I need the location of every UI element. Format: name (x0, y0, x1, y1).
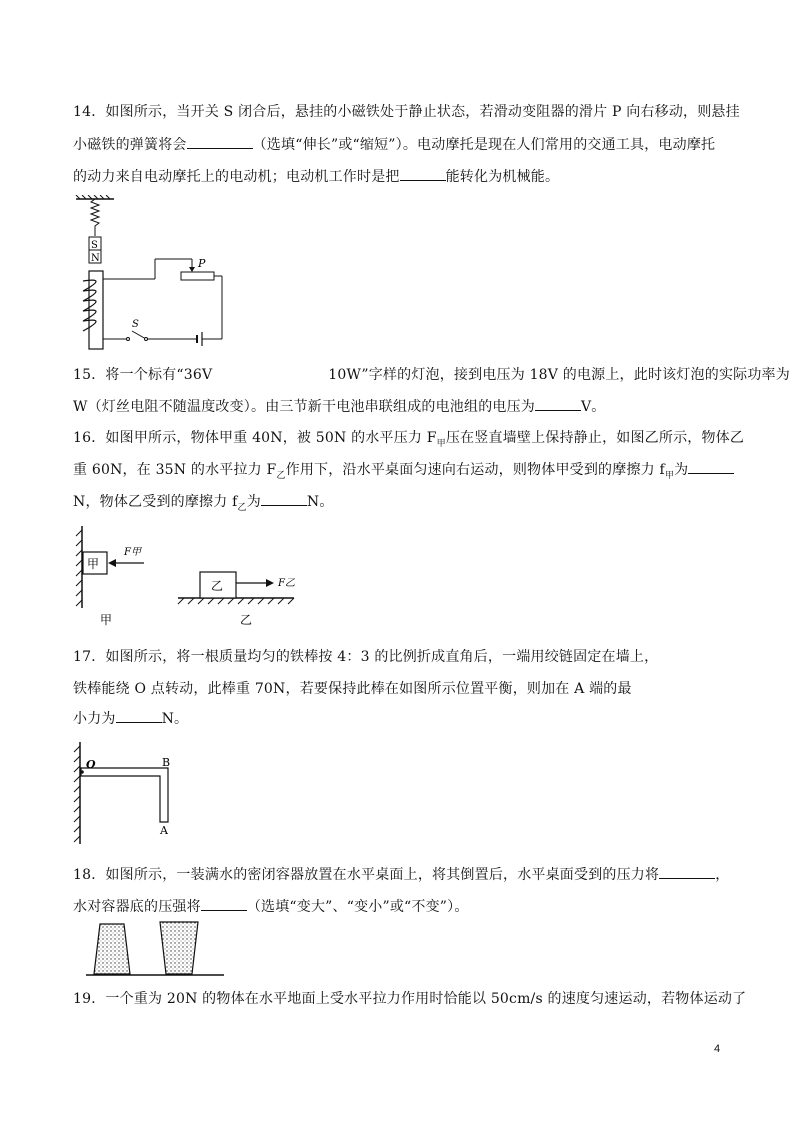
point-o-label: O (86, 758, 96, 771)
q14-line3-a: 的动力来自电动摩托上的电动机；电动机工作时是把 (73, 169, 400, 185)
q16-line2-sub: 乙 (276, 470, 286, 481)
point-a-label: A (160, 824, 168, 837)
q14-line3-b: 能转化为机械能。 (445, 169, 560, 185)
caption-yi: 乙 (240, 613, 253, 627)
q18-line2 (73, 896, 469, 916)
q17-line3 (73, 708, 188, 728)
caption-jia: 甲 (100, 613, 113, 627)
force-jia-label: F甲 (124, 547, 141, 558)
q15-line1-b: 10W”字样的灯泡，接到电压为 18V 的电源上，此时该灯泡的实际功率为 (328, 367, 790, 383)
slider-label: P (198, 257, 206, 270)
q16-line3-sub: 乙 (237, 502, 247, 513)
spring (91, 199, 99, 236)
rheostat (181, 272, 214, 280)
q19-line1: 19．一个重为 20N 的物体在水平地面上受水平拉力作用时恰能以 50cm/s 的速度匀速运动，若物体运动了 (73, 991, 747, 1007)
q18-line2-b: （选填“变大”、“变小”或“不变”）。 (246, 899, 469, 915)
magnet-south-label: S (91, 240, 98, 251)
q16-line2-b: 作用下，沿水平桌面匀速向右运动，则物体甲受到的摩擦力 f (285, 462, 665, 478)
force-yi-label: F乙 (278, 578, 295, 589)
q16-line2-c: 为 (674, 462, 689, 478)
q14-line3 (73, 166, 559, 186)
q14-circuit-figure (70, 195, 230, 355)
q16-line2-sub2: 甲 (664, 470, 675, 481)
q16-line1-b: 压在竖直墙壁上保持静止，如图乙所示，物体乙 (445, 430, 745, 446)
q14-line2-b: （选填“伸长”或“缩短”）。电动摩托是现在人们常用的交通工具，电动摩托 (252, 137, 716, 153)
block-yi-label: 乙 (211, 579, 224, 593)
q16-line1-a: 16．如图甲所示，物体甲重 40N，被 50N 的水平压力 F (73, 430, 437, 446)
q14-blank-2[interactable] (400, 167, 446, 181)
switch-blade (132, 331, 146, 339)
pivot-o (80, 770, 84, 774)
q16-line3-a: N，物体乙受到的摩擦力 f (73, 494, 238, 510)
q17-line3-b: N。 (161, 711, 189, 727)
container-inverted (160, 922, 198, 974)
q18-line1-a: 18．如图所示，一装满水的密闭容器放置在水平桌面上，将其倒置后，水平桌面受到的压力将 (73, 867, 660, 883)
force-yi-arrow (266, 579, 274, 587)
block-jia-label: 甲 (87, 557, 100, 571)
q15-line2 (73, 396, 606, 416)
q17-blank-1[interactable] (116, 709, 162, 723)
bent-rod (81, 768, 168, 822)
q17-line1: 17．如图所示，将一根质量均匀的铁棒按 4：3 的比例折成直角后，一端用绞链固定在墙上， (73, 649, 659, 665)
q16-blank-1[interactable] (688, 460, 734, 474)
switch-label: S (132, 319, 139, 330)
page-number: 4 (714, 1043, 721, 1055)
q17-line3-a: 小力为 (73, 711, 116, 727)
q16-figure (66, 520, 306, 632)
q14-line1: 14．如图所示，当开关 S 闭合后，悬挂的小磁铁处于静止状态，若滑动变阻器的滑片 P 向右移动，则悬挂 (73, 104, 740, 120)
q14-blank-1[interactable] (187, 135, 253, 149)
q17-figure (68, 738, 188, 848)
q18-line1-b: ， (715, 867, 730, 883)
force-jia-arrow (108, 559, 116, 567)
q15-line1-a: 15．将一个标有“36V (73, 367, 213, 383)
magnet-north-label: N (91, 253, 100, 264)
q16-line3-b: 为 (246, 494, 261, 510)
point-b-label: B (162, 756, 171, 769)
q18-line1 (73, 864, 729, 884)
q14-line2 (73, 134, 715, 154)
q18-figure (86, 918, 226, 980)
container-upright (94, 924, 130, 974)
q15-blank-1[interactable] (535, 397, 581, 411)
q18-line2-a: 水对容器底的压强将 (73, 899, 201, 915)
q14-line2-a: 小磁铁的弹簧将会 (73, 137, 187, 153)
q15-line2-b: V。 (581, 399, 606, 415)
q18-blank-1[interactable] (659, 865, 715, 879)
q15-line1 (73, 364, 790, 384)
q16-blank-2[interactable] (261, 492, 307, 506)
q15-line2-a: W（灯丝电阻不随温度改变）。由三节新干电池串联组成的电池组的电压为 (73, 399, 535, 415)
q16-line2-a: 重 60N，在 35N 的水平拉力 F (73, 462, 277, 478)
q16-line3 (73, 491, 334, 513)
slider-arrow (189, 267, 195, 272)
q16-line2 (73, 459, 734, 481)
q16-line3-c: N。 (306, 494, 334, 510)
q17-line2: 铁棒能绕 O 点转动，此棒重 70N，若要保持此棒在如图所示位置平衡，则加在 A 端的最 (73, 681, 632, 697)
q16-line1 (73, 427, 744, 449)
q16-line1-sub: 甲 (436, 438, 446, 449)
q18-blank-2[interactable] (201, 897, 247, 911)
